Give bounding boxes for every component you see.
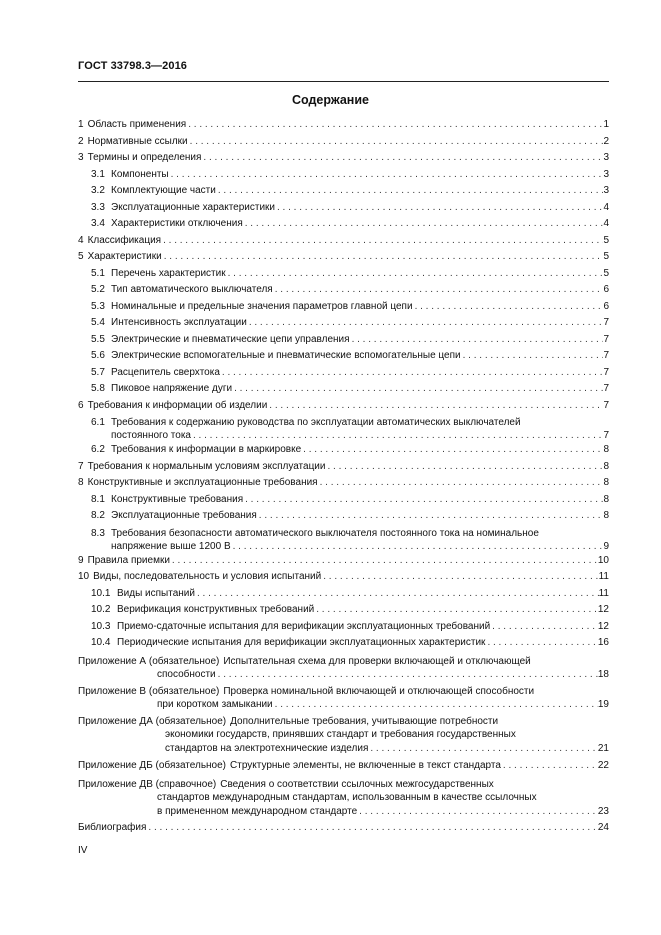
leader-dots	[357, 805, 598, 819]
appendix-label: Приложение А (обязательное)	[78, 655, 220, 667]
toc-entry-title: Компоненты	[111, 168, 169, 180]
toc-entry-title: Требования к информации в маркировке	[111, 444, 302, 455]
toc-entry-title: Перечень характеристик	[111, 267, 226, 279]
toc-entry-number: 10.1	[91, 587, 111, 599]
toc-entry-title: Область применения	[87, 119, 187, 130]
leader-dots	[162, 249, 604, 266]
toc-entry-title: Требования безопасности автоматического выключателя постоянного тока на номинальное	[111, 527, 539, 539]
toc-entry-number: 3	[78, 152, 84, 163]
toc-entry[interactable]	[78, 416, 609, 442]
toc-entry[interactable]	[78, 299, 609, 316]
toc-entry-number: 8.2	[91, 510, 105, 521]
toc-entry-number: 5.4	[91, 317, 105, 328]
toc-entry-page: 5	[603, 251, 609, 262]
toc-entry-page: 7	[603, 350, 609, 361]
toc-entry-number: 8.3	[91, 527, 105, 539]
toc-line-cont	[78, 429, 609, 442]
toc-entry[interactable]	[78, 332, 609, 349]
bibliography-entry[interactable]	[78, 820, 609, 837]
toc-entry[interactable]	[78, 492, 609, 509]
appendix-entry[interactable]	[78, 685, 609, 712]
page-number: IV	[78, 845, 88, 856]
toc-entry[interactable]	[78, 569, 609, 586]
appendix-line	[78, 668, 609, 682]
toc-entry[interactable]	[78, 442, 609, 459]
appendix-title: экономики государств, принявших стандарт и требования государственных	[165, 729, 516, 740]
toc-entry-title: Конструктивные требования	[111, 493, 244, 505]
toc-entry-title: Расцепитель сверхтока	[111, 366, 220, 378]
toc-line	[78, 117, 609, 134]
leader-dots	[195, 586, 599, 603]
leader-dots	[243, 216, 604, 233]
toc-entry-number: 5.7	[91, 366, 105, 378]
toc-line	[78, 134, 609, 151]
toc-entry-number: 10.4	[91, 637, 111, 648]
leader-dots	[301, 442, 603, 459]
toc-line	[78, 492, 609, 509]
toc-entry-page: 8	[603, 477, 609, 488]
toc-entry-number: 1	[78, 119, 84, 130]
appendix-page: 22	[597, 760, 609, 771]
toc-entry-page: 9	[603, 540, 609, 552]
toc-entry[interactable]	[78, 365, 609, 382]
appendix-label: Приложение ДА (обязательное)	[78, 715, 227, 727]
appendix-title: в примененном международном стандарте	[157, 805, 358, 817]
toc-entry-title: Классификация	[87, 234, 162, 246]
toc-entry-page: 12	[597, 620, 609, 632]
toc-entry-page: 4	[603, 201, 609, 213]
toc-entry[interactable]	[78, 527, 609, 553]
toc-entry[interactable]	[78, 117, 609, 134]
appendix-line	[78, 805, 609, 819]
toc-entry-number: 4	[78, 234, 84, 246]
toc-entry-page: 16	[597, 637, 609, 648]
toc-entry-page: 6	[603, 300, 609, 312]
toc-entry-page: 2	[603, 135, 609, 147]
leader-dots	[169, 167, 604, 184]
toc-entry-page: 3	[603, 152, 609, 163]
toc-entry-title: Электрические и пневматические цепи управления	[111, 333, 350, 345]
leader-dots	[186, 117, 603, 134]
appendix-title: стандартов на электротехнические изделия	[165, 742, 369, 754]
toc-entry-number: 8.1	[91, 493, 105, 505]
appendix-line	[78, 715, 609, 729]
toc-entry[interactable]	[78, 635, 609, 652]
leader-dots	[216, 668, 598, 682]
toc-entry-number: 10	[78, 571, 90, 582]
leader-dots	[232, 381, 603, 398]
toc-entry[interactable]	[78, 315, 609, 332]
toc-line	[78, 459, 609, 476]
toc-entry-title: Виды, последовательность и условия испытаний	[93, 571, 322, 582]
toc-entry-number: 10.2	[91, 604, 111, 615]
appendix-line	[78, 685, 609, 699]
appendix-page: 19	[597, 699, 609, 710]
toc-entry-page: 7	[603, 399, 609, 411]
toc-entry-page: 1	[603, 119, 609, 130]
appendix-line	[78, 778, 609, 792]
appendix-entry[interactable]	[78, 778, 609, 819]
toc-entry[interactable]	[78, 381, 609, 398]
leader-dots	[247, 315, 604, 332]
leader-dots	[226, 266, 604, 283]
toc-entry-page: 7	[603, 333, 609, 345]
toc-line	[78, 249, 609, 266]
leader-dots	[461, 348, 604, 365]
leader-dots	[490, 619, 598, 636]
toc-entry[interactable]	[78, 602, 609, 619]
toc-line	[78, 348, 609, 365]
leader-dots	[273, 698, 598, 712]
toc-entry-number: 2	[78, 135, 84, 147]
toc-entry-number: 5.5	[91, 333, 105, 345]
toc-entry[interactable]	[78, 508, 609, 525]
toc-entry-title: Термины и определения	[87, 152, 202, 163]
appendix-line	[78, 742, 609, 756]
toc-entry-page: 7	[603, 430, 609, 441]
appendix-entry[interactable]	[78, 655, 609, 682]
toc-entry-number: 3.4	[91, 218, 105, 229]
appendix-line	[78, 728, 609, 742]
appendix-title: Проверка номинальной включающей и отключающей способности	[223, 685, 535, 697]
toc-entry-page: 11	[598, 571, 609, 582]
toc-entry[interactable]	[78, 134, 609, 151]
appendix-label: Приложение ДВ (справочное)	[78, 778, 217, 790]
toc-entry-title: Интенсивность эксплуатации	[111, 317, 247, 328]
toc-entry-title: Приемо-сдаточные испытания для верификации эксплуатационных требований	[117, 620, 491, 632]
toc-entry-title: Периодические испытания для верификации эксплуатационных характеристик	[117, 637, 486, 648]
toc-entry-title: Характеристики	[87, 251, 162, 262]
appendix-page: 18	[597, 669, 609, 680]
toc-entry-page: 12	[597, 604, 609, 615]
toc-entry-number: 3.3	[91, 201, 105, 213]
toc-line	[78, 381, 609, 398]
toc-entry-page: 8	[603, 510, 609, 521]
toc-entry-page: 4	[603, 218, 609, 229]
toc-entry-page: 11	[598, 587, 609, 599]
toc-entry-number: 5.1	[91, 267, 105, 279]
toc-line	[78, 475, 609, 492]
appendix-title: способности	[157, 669, 216, 680]
toc-line-cont	[78, 540, 609, 553]
toc-entry-number: 6.2	[91, 444, 105, 455]
toc-entry[interactable]	[78, 619, 609, 636]
toc-entry-number: 9	[78, 554, 84, 566]
appendix-line	[78, 791, 609, 805]
appendix-label: Приложение ДБ (обязательное)	[78, 760, 227, 771]
appendix-page: 23	[597, 805, 609, 817]
toc-entry-title: Требования к содержанию руководства по эксплуатации автоматических выключателей	[111, 417, 521, 428]
leader-dots	[350, 332, 604, 349]
toc-entry-number: 5.2	[91, 284, 105, 295]
toc-line	[78, 508, 609, 525]
toc-entry-title: Нормативные ссылки	[87, 135, 188, 147]
toc-entry-number: 5.3	[91, 300, 105, 312]
toc-line	[78, 299, 609, 316]
toc-entry-title: Требования к информации об изделии	[87, 399, 268, 411]
appendix-line	[78, 698, 609, 712]
document-code: ГОСТ 33798.3—2016	[78, 60, 188, 72]
toc-entry-title-cont: постоянного тока	[111, 430, 191, 441]
bibliography-title: Библиография	[78, 822, 147, 833]
leader-dots	[231, 540, 604, 553]
toc-entry[interactable]	[78, 282, 609, 299]
toc-entry-number: 3.1	[91, 168, 105, 180]
toc-entry-number: 6	[78, 399, 84, 411]
toc-entry-title: Электрические вспомогательные и пневматические вспомогательные цепи	[111, 350, 461, 361]
toc-entry-number: 5.8	[91, 383, 105, 394]
toc-entry-title: Тип автоматического выключателя	[111, 284, 273, 295]
appendix-title: Сведения о соответствии ссылочных межгосударственных	[220, 778, 494, 790]
toc-entry-page: 8	[603, 444, 609, 455]
toc-entry-title-cont: напряжение выше 1200 В	[111, 540, 231, 552]
leader-dots	[368, 742, 598, 756]
toc-entry-page: 7	[603, 383, 609, 394]
toc-line	[78, 216, 609, 233]
toc-entry[interactable]	[78, 216, 609, 233]
toc-line	[78, 569, 609, 586]
appendix-page: 21	[597, 742, 609, 754]
toc-entry[interactable]	[78, 200, 609, 217]
toc-entry-title: Виды испытаний	[117, 587, 195, 599]
toc-entry[interactable]	[78, 183, 609, 200]
bibliography-page: 24	[597, 822, 609, 833]
leader-dots	[273, 282, 604, 299]
toc-entry-title: Требования к нормальным условиям эксплуатации	[87, 460, 326, 472]
toc-entry-page: 6	[603, 284, 609, 295]
appendix-title: стандартов международным стандартам, использованным в качестве ссылочных	[157, 792, 537, 803]
leader-dots	[161, 233, 603, 250]
toc-entry-page: 5	[603, 234, 609, 246]
appendix-entry[interactable]	[78, 758, 609, 775]
toc-entry-number: 5	[78, 251, 84, 262]
toc-line	[78, 183, 609, 200]
leader-dots	[220, 365, 604, 382]
toc-line	[78, 167, 609, 184]
leader-dots	[314, 602, 598, 619]
appendix-title: при коротком замыкании	[157, 699, 273, 710]
leader-dots	[170, 553, 598, 570]
toc-line	[78, 365, 609, 382]
appendix-title: Структурные элементы, не включенные в текст стандарта	[230, 760, 501, 771]
toc-entry[interactable]	[78, 475, 609, 492]
toc-line	[78, 820, 609, 837]
leader-dots	[216, 183, 604, 200]
toc-line	[78, 619, 609, 636]
leader-dots	[243, 492, 603, 509]
toc-entry[interactable]	[78, 167, 609, 184]
toc-entry-page: 7	[603, 366, 609, 378]
toc-entry[interactable]	[78, 233, 609, 250]
toc-line	[78, 527, 609, 540]
toc-entry-title: Конструктивные и эксплуатационные требования	[87, 477, 318, 488]
leader-dots	[321, 569, 598, 586]
appendix-entry[interactable]	[78, 715, 609, 756]
toc-line	[78, 553, 609, 570]
toc-line	[78, 586, 609, 603]
leader-dots	[485, 635, 597, 652]
leader-dots	[201, 150, 603, 167]
toc-entry-page: 7	[603, 317, 609, 328]
toc-entry-number: 6.1	[91, 417, 105, 428]
appendix-line	[78, 758, 609, 775]
toc-title: Содержание	[291, 93, 369, 107]
toc-entry[interactable]	[78, 348, 609, 365]
toc-entry-page: 10	[597, 554, 609, 566]
toc-line	[78, 332, 609, 349]
toc-entry-title: Эксплуатационные требования	[111, 510, 257, 521]
toc-entry-title: Правила приемки	[87, 554, 170, 566]
toc-entry-page: 8	[603, 460, 609, 472]
toc-line	[78, 442, 609, 459]
toc-entry-title: Эксплуатационные характеристики	[111, 201, 275, 213]
toc-entry-page: 8	[603, 493, 609, 505]
toc-line	[78, 315, 609, 332]
leader-dots	[501, 758, 598, 775]
toc-entry[interactable]	[78, 266, 609, 283]
toc-entry-page: 3	[603, 168, 609, 180]
leader-dots	[146, 820, 597, 837]
toc-entry[interactable]	[78, 586, 609, 603]
toc-entry-number: 3.2	[91, 185, 105, 196]
toc-line	[78, 266, 609, 283]
leader-dots	[318, 475, 604, 492]
toc-line	[78, 150, 609, 167]
toc-line	[78, 233, 609, 250]
toc-entry-page: 3	[603, 185, 609, 196]
appendix-line	[78, 655, 609, 669]
toc-line	[78, 635, 609, 652]
toc-entry-title: Пиковое напряжение дуги	[111, 383, 233, 394]
appendix-title: Испытательная схема для проверки включающей и отключающей	[223, 655, 531, 667]
appendix-label: Приложение В (обязательное)	[78, 685, 220, 697]
leader-dots	[191, 429, 603, 442]
toc-entry-title: Номинальные и предельные значения параметров главной цепи	[111, 300, 413, 312]
toc-entry-title: Характеристики отключения	[111, 218, 243, 229]
appendix-title: Дополнительные требования, учитывающие потребности	[230, 715, 499, 727]
toc-line	[78, 282, 609, 299]
toc-entry-number: 8	[78, 477, 84, 488]
toc-line	[78, 602, 609, 619]
toc-entry-title: Верификация конструктивных требований	[117, 604, 315, 615]
toc-entry-page: 5	[603, 267, 609, 279]
toc-entry[interactable]	[78, 398, 609, 415]
toc-line	[78, 398, 609, 415]
leader-dots	[275, 200, 603, 217]
toc-entry-number: 5.6	[91, 350, 105, 361]
leader-dots	[267, 398, 603, 415]
toc-entry-number: 10.3	[91, 620, 111, 632]
toc-entry[interactable]	[78, 150, 609, 167]
toc-line	[78, 200, 609, 217]
toc-entry-title: Комплектующие части	[111, 185, 216, 196]
toc-entry[interactable]	[78, 553, 609, 570]
table-of-contents	[78, 117, 609, 837]
toc-entry[interactable]	[78, 459, 609, 476]
toc-line	[78, 416, 609, 429]
leader-dots	[188, 134, 604, 151]
toc-entry[interactable]	[78, 249, 609, 266]
header-rule	[78, 81, 609, 82]
leader-dots	[413, 299, 604, 316]
toc-entry-number: 7	[78, 460, 84, 472]
leader-dots	[257, 508, 604, 525]
leader-dots	[325, 459, 603, 476]
